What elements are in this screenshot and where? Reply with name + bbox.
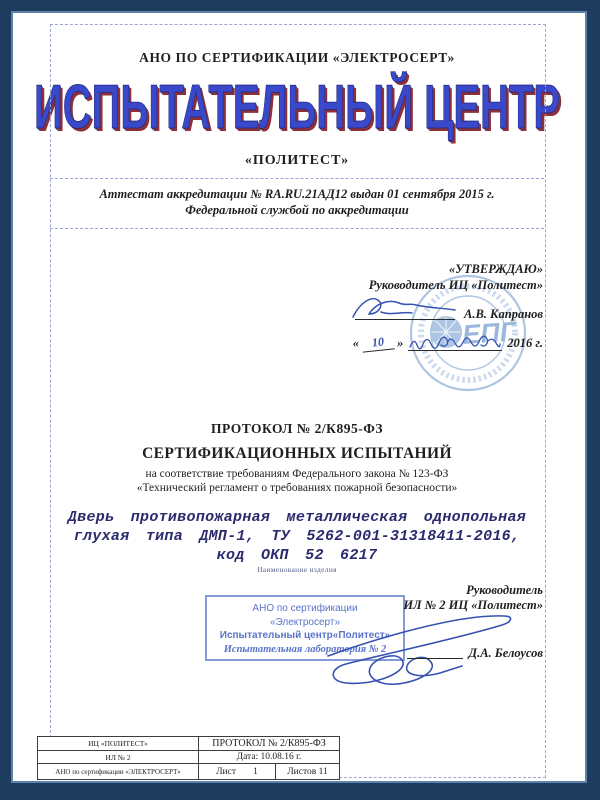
signoff-role-line-2: ИЛ № 2 ИЦ «Политест»	[403, 598, 543, 612]
kapranov-signature-scribble	[349, 291, 459, 323]
rect-stamp-line-3: Испытательный центр«Политест»	[219, 630, 391, 641]
date-year: 2016 г.	[507, 336, 543, 350]
protocol-number-title: ПРОТОКОЛ № 2/К895-ФЗ	[211, 421, 383, 436]
approver-role: Руководитель ИЦ «Политест»	[368, 278, 543, 292]
rect-stamp-line-4: Испытательная лаборатория № 2	[223, 643, 387, 655]
header-divider-line	[50, 178, 544, 179]
approver-signature-row	[355, 296, 543, 322]
accreditation-line-1: Аттестат аккредитации № RA.RU.21АД12 выдан 01 сентября 2015 г.	[99, 187, 495, 201]
product-line-2: глухая типа ДМП-1, ТУ 5262-001-31318411-2016,	[73, 528, 521, 545]
protocol-basis-line-1: на соответствие требованиям Федерального закона № 123-ФЗ	[145, 468, 449, 480]
date-quote-open: «	[352, 336, 360, 350]
product-line-1: Дверь противопожарная металлическая однопольная	[67, 509, 527, 526]
date-month-scribble	[408, 333, 502, 353]
product-caption: Наименование изделия	[257, 565, 337, 574]
footer-sheets-total: Листов 11	[275, 764, 339, 779]
date-quote-close: »	[397, 336, 404, 350]
footer-sheet-cell	[198, 764, 275, 779]
footer-sheet-label: Лист	[216, 766, 237, 777]
protocol-basis-line-2: «Технический регламент о требованиях пожарной безопасности»	[136, 482, 458, 494]
date-month-line	[408, 334, 502, 351]
product-line-3: код ОКП 52 6217	[216, 547, 378, 564]
date-day-handwritten: 10	[361, 333, 394, 352]
footer-lab-number: ИЛ № 2	[105, 752, 131, 762]
signoff-name: Д.А. Белоусов	[468, 646, 543, 660]
accreditation-divider-line	[50, 228, 544, 229]
footer-sheet-number: 1	[253, 766, 258, 777]
footer-protocol-number: ПРОТОКОЛ № 2/К895-ФЗ	[198, 737, 339, 750]
approval-date-row	[353, 334, 543, 351]
footer-row-3	[37, 764, 340, 780]
footer-row-1	[37, 736, 340, 751]
approve-label: «УТВЕРЖДАЮ»	[448, 262, 543, 276]
accreditation-line-2: Федеральной службой по аккредитации	[185, 203, 409, 217]
rect-stamp-line-1: АНО по сертификации	[252, 603, 358, 614]
signoff-signature-line	[407, 658, 463, 659]
signoff-name-row	[407, 645, 543, 661]
protocol-subtitle: СЕРТИФИКАЦИОННЫХ ИСПЫТАНИЙ	[142, 445, 452, 462]
center-name: «ПОЛИТЕСТ»	[244, 153, 350, 168]
footer-org-name: АНО по сертификации «ЭЛЕКТРОСЕРТ»	[55, 767, 181, 776]
footer-table	[37, 736, 340, 780]
org-name: АНО ПО СЕРТИФИКАЦИИ «ЭЛЕКТРОСЕРТ»	[139, 50, 455, 65]
approver-name: А.В. Капранов	[463, 307, 543, 321]
footer-date: Дата: 10.08.16 г.	[198, 751, 339, 763]
footer-row-2	[37, 751, 340, 764]
stamp-center-text: ЕПГ	[461, 316, 518, 350]
rect-stamp-line-2: «Электросерт»	[269, 616, 341, 628]
footer-ic-name: ИЦ «ПОЛИТЕСТ»	[88, 739, 148, 748]
signoff-role-line-1: Руководитель	[466, 583, 543, 597]
center-title-text: ИСПЫТАТЕЛЬНЫЙ ЦЕНТР	[33, 73, 561, 142]
